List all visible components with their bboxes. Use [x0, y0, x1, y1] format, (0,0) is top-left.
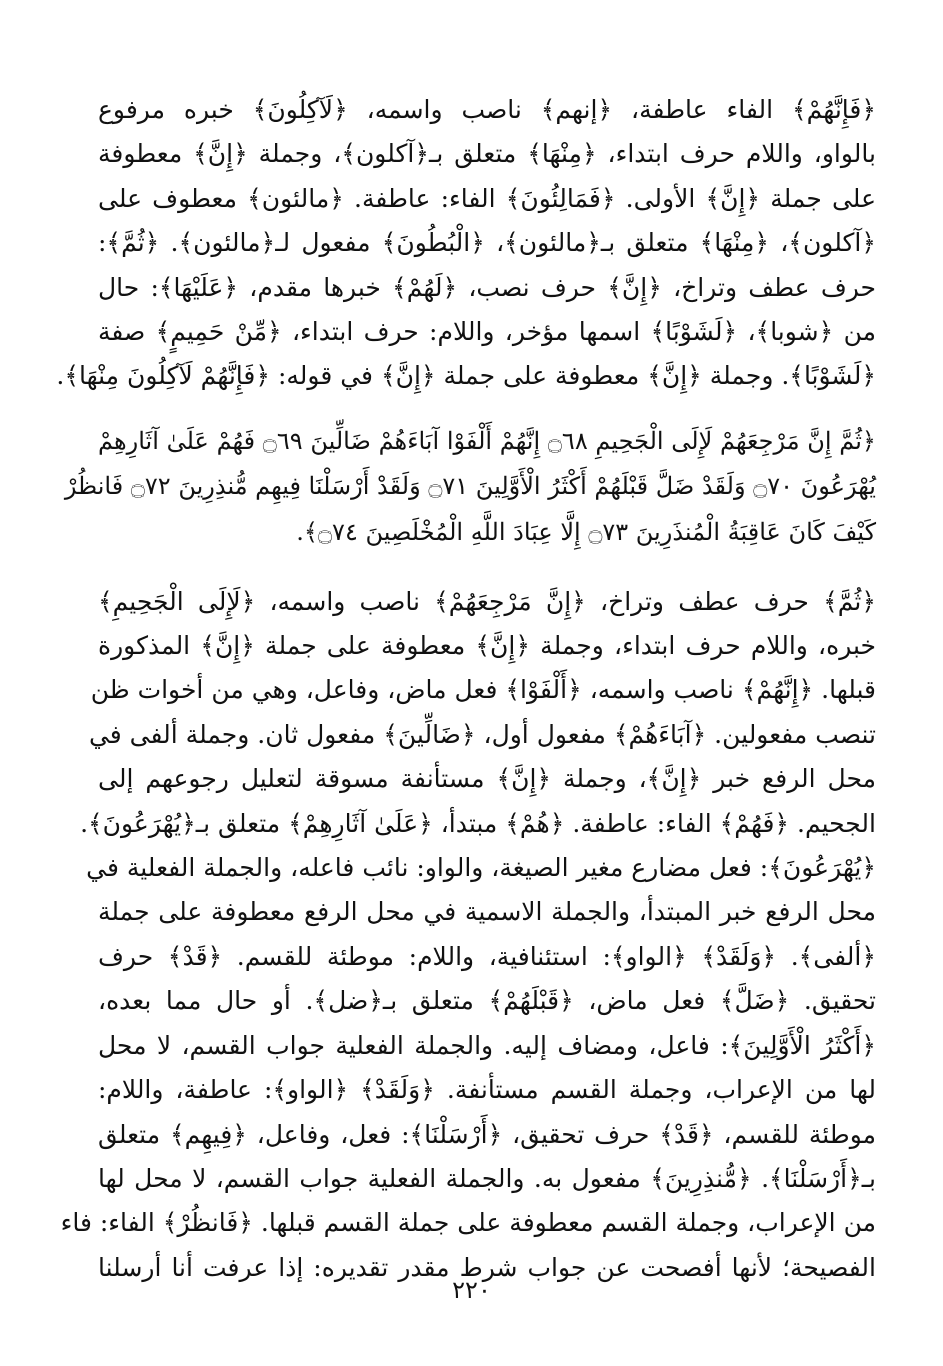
text-line: على جملة ﴿إِنَّ﴾ الأولى. ﴿فَمَالِئُونَ﴾ الفاء: عاطفة. ﴿مالئون﴾ معطوف على	[98, 183, 876, 213]
spacer	[98, 566, 876, 580]
text-line: لها من الإعراب، وجملة القسم مستأنفة. ﴿وَلَقَدْ﴾ ﴿الواو﴾: عاطفة، واللام:	[98, 1075, 876, 1105]
page-number: ٢٢٠	[452, 1276, 491, 1304]
text-line: قبلها. ﴿إِنَّهُمْ﴾ ناصب واسمه، ﴿أَلْفَوْا﴾ فعل ماض، وفاعل، وهي من أخوات ظن	[90, 675, 876, 705]
spacer	[98, 399, 876, 413]
text-line: ﴿ألفى﴾. ﴿وَلَقَدْ﴾ ﴿الواو﴾: استئنافية، واللام: موطئة للقسم. ﴿قَدْ﴾ حرف	[98, 941, 876, 971]
text-line: ﴿يُهْرَعُونَ﴾: فعل مضارع مغير الصيغة، والواو: نائب فاعله، والجملة الفعلية في	[86, 853, 876, 883]
text-line: الفصيحة؛ لأنها أفصحت عن جواب شرط مقدر تقديره: إذا عرفت أنا أرسلنا	[98, 1252, 876, 1282]
text-line: ﴿لَشَوْبًا﴾. وجملة ﴿إِنَّ﴾ معطوفة على جملة ﴿إِنَّ﴾ في قوله: ﴿فَإِنَّهُمْ لَآكِلُونَ مِنْهَا﴾.	[56, 361, 876, 391]
text-line: ﴿ثُمَّ﴾ حرف عطف وتراخ، ﴿إِنَّ مَرْجِعَهُمْ﴾ ناصب واسمه، ﴿لَإِلَى الْجَحِيمِ﴾	[98, 586, 876, 616]
text-line: خبره، واللام حرف ابتداء، وجملة ﴿إِنَّ﴾ معطوفة على جملة ﴿إِنَّ﴾ المذكورة	[98, 631, 876, 661]
verse-line: ﴿ثُمَّ إِنَّ مَرْجِعَهُمْ لَإِلَى الْجَحِيمِ ۝٦٨ إِنَّهُمْ أَلْفَوْا آبَاءَهُمْ ضَالِّينَ ۝٦٩ فَهُمْ عَلَىٰ آثَارِهِمْ	[98, 426, 876, 455]
paragraph-1	[56, 88, 876, 399]
text-line: موطئة للقسم، ﴿قَدْ﴾ حرف تحقيق، ﴿أَرْسَلْنَا﴾: فعل، وفاعل، ﴿فِيهِم﴾ متعلق	[98, 1119, 876, 1149]
paragraph-2	[60, 580, 876, 1291]
text-line: ﴿آكلون﴾، ﴿مِنْهَا﴾ متعلق بـ﴿مالئون﴾، ﴿الْبُطُونَ﴾ مفعول لـ﴿مالئون﴾. ﴿ثُمَّ﴾:	[98, 228, 876, 258]
text-line: من ﴿شوبا﴾، ﴿لَشَوْبًا﴾ اسمها مؤخر، واللام: حرف ابتداء، ﴿مِّنْ حَمِيمٍ﴾ صفة	[98, 317, 876, 347]
text-line: ﴿فَإِنَّهُمْ﴾ الفاء عاطفة، ﴿إنهم﴾ ناصب واسمه، ﴿لَآكِلُونَ﴾ خبره مرفوع	[98, 95, 876, 124]
quran-verses-block	[64, 419, 876, 556]
text-line: بـ﴿أَرْسَلْنَا﴾. ﴿مُّنذِرِينَ﴾ مفعول به. والجملة الفعلية جواب القسم، لا محل لها	[98, 1163, 876, 1193]
page-body	[56, 88, 876, 1288]
text-line: تحقيق. ﴿ضَلَّ﴾ فعل ماض، ﴿قَبْلَهُمْ﴾ متعلق بـ﴿ضل﴾. أو حال مما بعده،	[98, 986, 876, 1016]
text-line: الجحيم. ﴿فَهُمْ﴾ الفاء: عاطفة. ﴿هُمْ﴾ مبتدأ، ﴿عَلَىٰ آثَارِهِمْ﴾ متعلق بـ﴿يُهْرَعُونَ﴾.	[80, 808, 876, 838]
text-line: ﴿أَكْثَرُ الْأَوَّلِينَ﴾: فاعل، ومضاف إليه. والجملة الفعلية جواب القسم، لا محل	[98, 1030, 876, 1060]
text-line: من الإعراب، وجملة القسم معطوفة على جملة القسم قبلها. ﴿فَانظُرْ﴾ الفاء: فاء	[60, 1208, 876, 1238]
verse-line: يُهْرَعُونَ ۝٧٠ وَلَقَدْ ضَلَّ قَبْلَهُمْ أَكْثَرُ الْأَوَّلِينَ ۝٧١ وَلَقَدْ أَرْسَلْنَا فِيهِم مُّنذِرِينَ ۝٧٢ فَانظُرْ	[64, 472, 876, 501]
text-line: محل الرفع خبر المبتدأ، والجملة الاسمية في محل الرفع معطوفة على جملة	[98, 897, 876, 927]
text-line: محل الرفع خبر ﴿إِنَّ﴾، وجملة ﴿إِنَّ﴾ مستأنفة مسوقة لتعليل رجوعهم إلى	[98, 764, 876, 794]
text-line: بالواو، واللام حرف ابتداء، ﴿مِنْهَا﴾ متعلق بـ﴿آكلون﴾، وجملة ﴿إِنَّ﴾ معطوفة	[98, 139, 876, 169]
verse-line: كَيْفَ كَانَ عَاقِبَةُ الْمُنذَرِينَ ۝٧٣ إِلَّا عِبَادَ اللَّهِ الْمُخْلَصِينَ ۝٧٤﴾.	[296, 518, 876, 547]
text-line: حرف عطف وتراخ، ﴿إِنَّ﴾ حرف نصب، ﴿لَهُمْ﴾ خبرها مقدم، ﴿عَلَيْهَا﴾: حال	[98, 272, 876, 302]
text-line: تنصب مفعولين. ﴿آبَاءَهُمْ﴾ مفعول أول، ﴿ضَالِّينَ﴾ مفعول ثان. وجملة ألفى في	[88, 719, 876, 749]
